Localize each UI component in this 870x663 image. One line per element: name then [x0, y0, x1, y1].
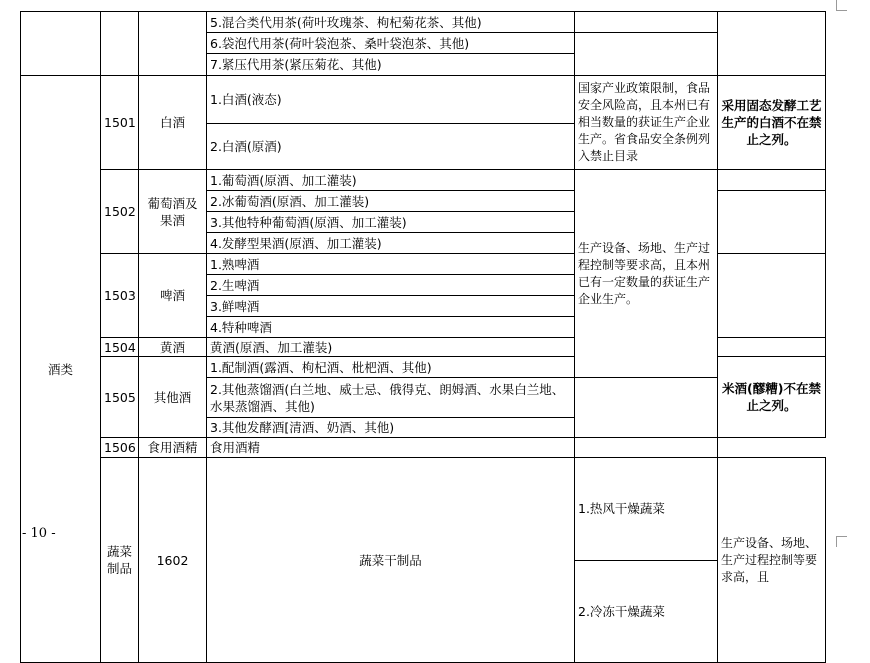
exception-cell-empty: [718, 191, 826, 254]
table-row-item: 1.白酒(液态): [207, 76, 575, 124]
table-row-item: 6.袋泡代用茶(荷叶袋泡茶、桑叶袋泡茶、其他): [207, 33, 575, 54]
note-cell-empty: [575, 33, 718, 76]
note-cell-empty: [575, 12, 718, 33]
code-1505: 1505: [101, 357, 139, 438]
code-1602: 1602: [139, 458, 207, 663]
baijiu-note: 国家产业政策限制，食品安全风险高，且本州已有相当数量的获证生产企业生产。省食品安全条例列入禁止目录: [575, 76, 718, 170]
exception-cell-empty: [575, 438, 718, 458]
table-row-item: 黄酒(原酒、加工灌装): [207, 338, 575, 357]
table-row-item: 1.熟啤酒: [207, 254, 575, 275]
baijiu-exception: 采用固态发酵工艺生产的白酒不在禁止之列。: [718, 76, 826, 170]
exception-cell-empty: [718, 12, 826, 76]
corner-mark-top-right: [836, 0, 847, 11]
page-number: - 10 -: [22, 526, 56, 541]
table-row-item: 7.紧压代用茶(紧压菊花、其他): [207, 54, 575, 76]
table-row-item: 2.冰葡萄酒(原酒、加工灌装): [207, 191, 575, 212]
name-baijiu: 白酒: [139, 76, 207, 170]
name-shiyongjiujing: 食用酒精: [139, 438, 207, 458]
table-row-item: 1.热风干燥蔬菜: [575, 458, 718, 561]
name-shucai: 蔬菜干制品: [207, 458, 575, 663]
code-1503: 1503: [101, 254, 139, 338]
code-1506: 1506: [101, 438, 139, 458]
code-1502: 1502: [101, 170, 139, 254]
table-row-item: 1.配制酒(露酒、枸杞酒、枇杷酒、其他): [207, 357, 575, 378]
table-row-item: 5.混合类代用茶(荷叶玫瑰茶、枸杞菊花茶、其他): [207, 12, 575, 33]
name-putaojiu: 葡萄酒及果酒: [139, 170, 207, 254]
table-row-item: 食用酒精: [207, 438, 575, 458]
table-row-item: 3.鲜啤酒: [207, 296, 575, 317]
table-row-item: 2.白酒(原酒): [207, 124, 575, 170]
code-cell-empty: [101, 12, 139, 76]
table-row-item: 4.发酵型果酒(原酒、加工灌装): [207, 233, 575, 254]
exception-cell-empty: [718, 254, 826, 338]
category-shucai: 蔬菜制品: [101, 458, 139, 663]
qitajiu-exception: 米酒(醪糟)不在禁止之列。: [718, 357, 826, 438]
shucai-note: 生产设备、场地、生产过程控制等要求高，且: [718, 458, 826, 663]
name-cell-empty: [139, 12, 207, 76]
name-qitajiu: 其他酒: [139, 357, 207, 438]
exception-cell-empty: [718, 170, 826, 191]
exception-cell-empty: [718, 338, 826, 357]
corner-mark-bottom-right: [836, 536, 847, 547]
name-huangjiu: 黄酒: [139, 338, 207, 357]
table-row-item: 1.葡萄酒(原酒、加工灌装): [207, 170, 575, 191]
table-row-item: 2.冷冻干燥蔬菜: [575, 560, 718, 663]
table-row-item: 3.其他特种葡萄酒(原酒、加工灌装): [207, 212, 575, 233]
table-row-item: 4.特种啤酒: [207, 317, 575, 338]
category-cell-empty: [21, 12, 101, 76]
table-row-item: 2.其他蒸馏酒(白兰地、威士忌、俄得克、朗姆酒、水果白兰地、水果蒸馏酒、其他): [207, 378, 575, 418]
table-row-item: 3.其他发酵酒[清酒、奶酒、其他): [207, 418, 575, 438]
food-category-table: [20, 11, 826, 663]
name-pijiu: 啤酒: [139, 254, 207, 338]
code-1501: 1501: [101, 76, 139, 170]
middle-note: 生产设备、场地、生产过程控制等要求高，且本州已有一定数量的获证生产企业生产。: [575, 170, 718, 378]
code-1504: 1504: [101, 338, 139, 357]
table-row-item: 2.生啤酒: [207, 275, 575, 296]
category-jiu: 酒类: [21, 76, 101, 663]
